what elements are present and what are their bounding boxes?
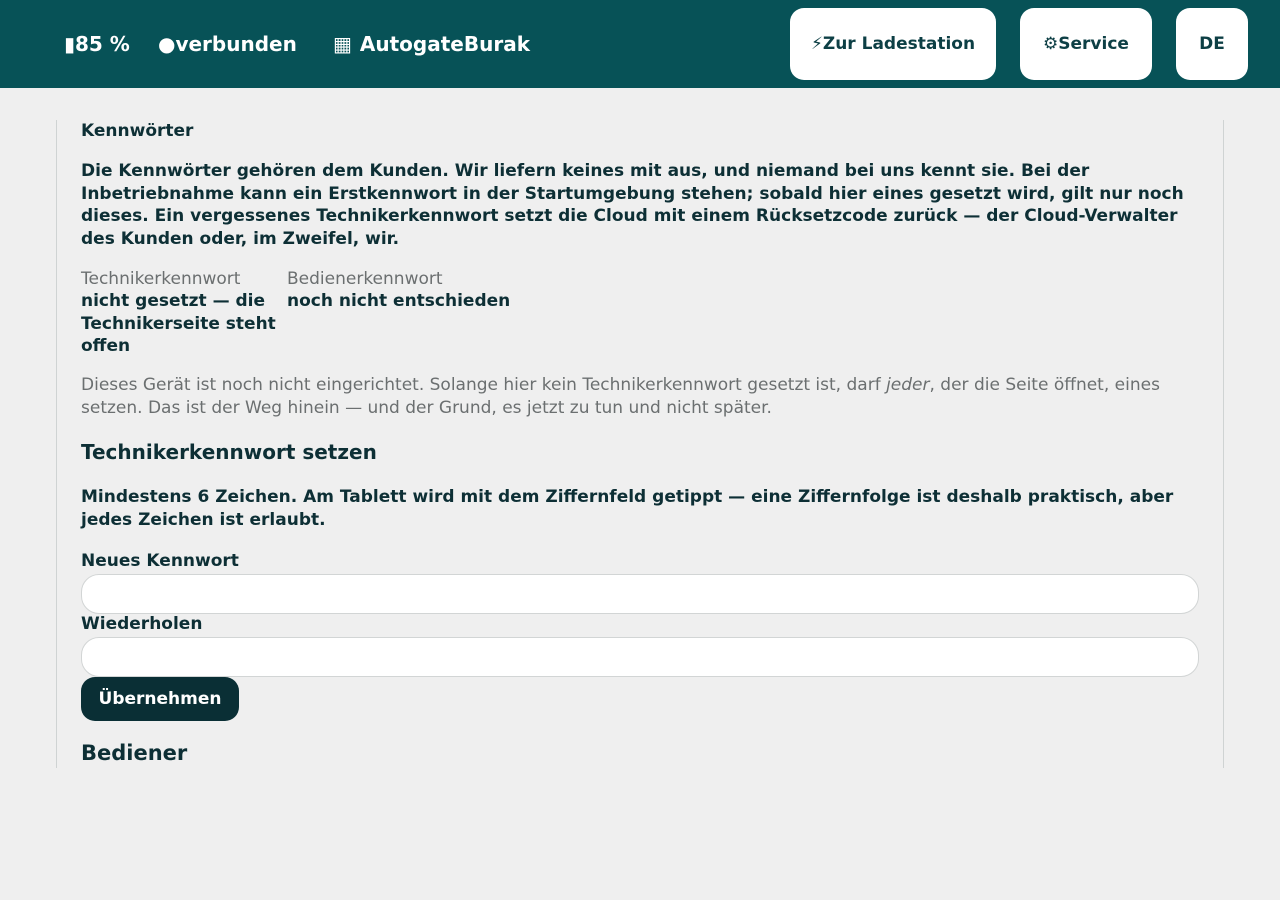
technician-password-label: Technikerkennwort [81,269,241,289]
note-emphasis: jeder [886,375,930,395]
passwords-panel [56,120,1224,768]
repeat-password-input[interactable] [81,637,1199,677]
password-hint: Mindestens 6 Zeichen. Am Tablett wird mit dem Ziffernfeld getippt — eine Ziffernfolge ist deshalb praktisch, aber jedes Zeichen ist erlaubt. [81,487,1174,530]
charging-station-button[interactable]: ⚡Zur Ladestation [790,8,996,80]
device-name: AutogateBurak [359,32,531,56]
note-text-start: Dieses Gerät ist noch nicht eingerichtet. Solange hier kein Technikerkennwort gesetzt ist, darf [81,375,887,395]
battery-status [64,0,130,88]
operator-heading: Bediener [81,741,188,765]
repeat-password-label: Wiederholen [81,614,203,634]
language-button[interactable]: DE [1176,8,1248,80]
device-status [333,0,530,88]
apply-button[interactable]: Übernehmen [81,677,239,721]
technician-password-value: nicht gesetzt — die Technikerseite steht offen [81,291,276,356]
section-title: Kennwörter [81,121,194,141]
battery-level: 85 % [75,32,130,56]
new-password-input[interactable] [81,574,1199,614]
set-technician-heading: Technikerkennwort setzen [81,440,377,464]
note-text-end: , der die Seite öffnet, eines setzen. Das ist der Weg hinein — und der Grund, es jetzt zu tun und nicht später. [81,375,1160,418]
connection-dot-icon: ● [158,32,176,56]
operator-password-label: Bedienerkennwort [287,269,443,289]
setup-note [81,374,1206,419]
connection-label: verbunden [175,32,297,56]
connection-status [158,0,297,88]
battery-icon: ▮ [64,32,76,56]
new-password-label: Neues Kennwort [81,551,239,571]
service-button[interactable]: ⚙Service [1020,8,1152,80]
device-grid-icon: ▦ [333,32,352,56]
top-bar [0,0,1280,88]
operator-password-status [287,268,587,313]
intro-text: Die Kennwörter gehören dem Kunden. Wir liefern keines mit aus, und niemand bei uns kennt sie. Bei der Inbetriebnahme kann ein Erstkennwort in der Startumgebung stehen; sobald hier eines gesetzt wird, gilt nur noch dieses. Ein vergessenes Technikerkennwort setzt die Cloud mit einem Rücksetzcode zurück — der Cloud-Verwalter des Kunden oder, im Zweifel, wir. [81,161,1184,249]
technician-password-status [81,268,277,358]
operator-password-value: noch nicht entschieden [287,291,511,311]
